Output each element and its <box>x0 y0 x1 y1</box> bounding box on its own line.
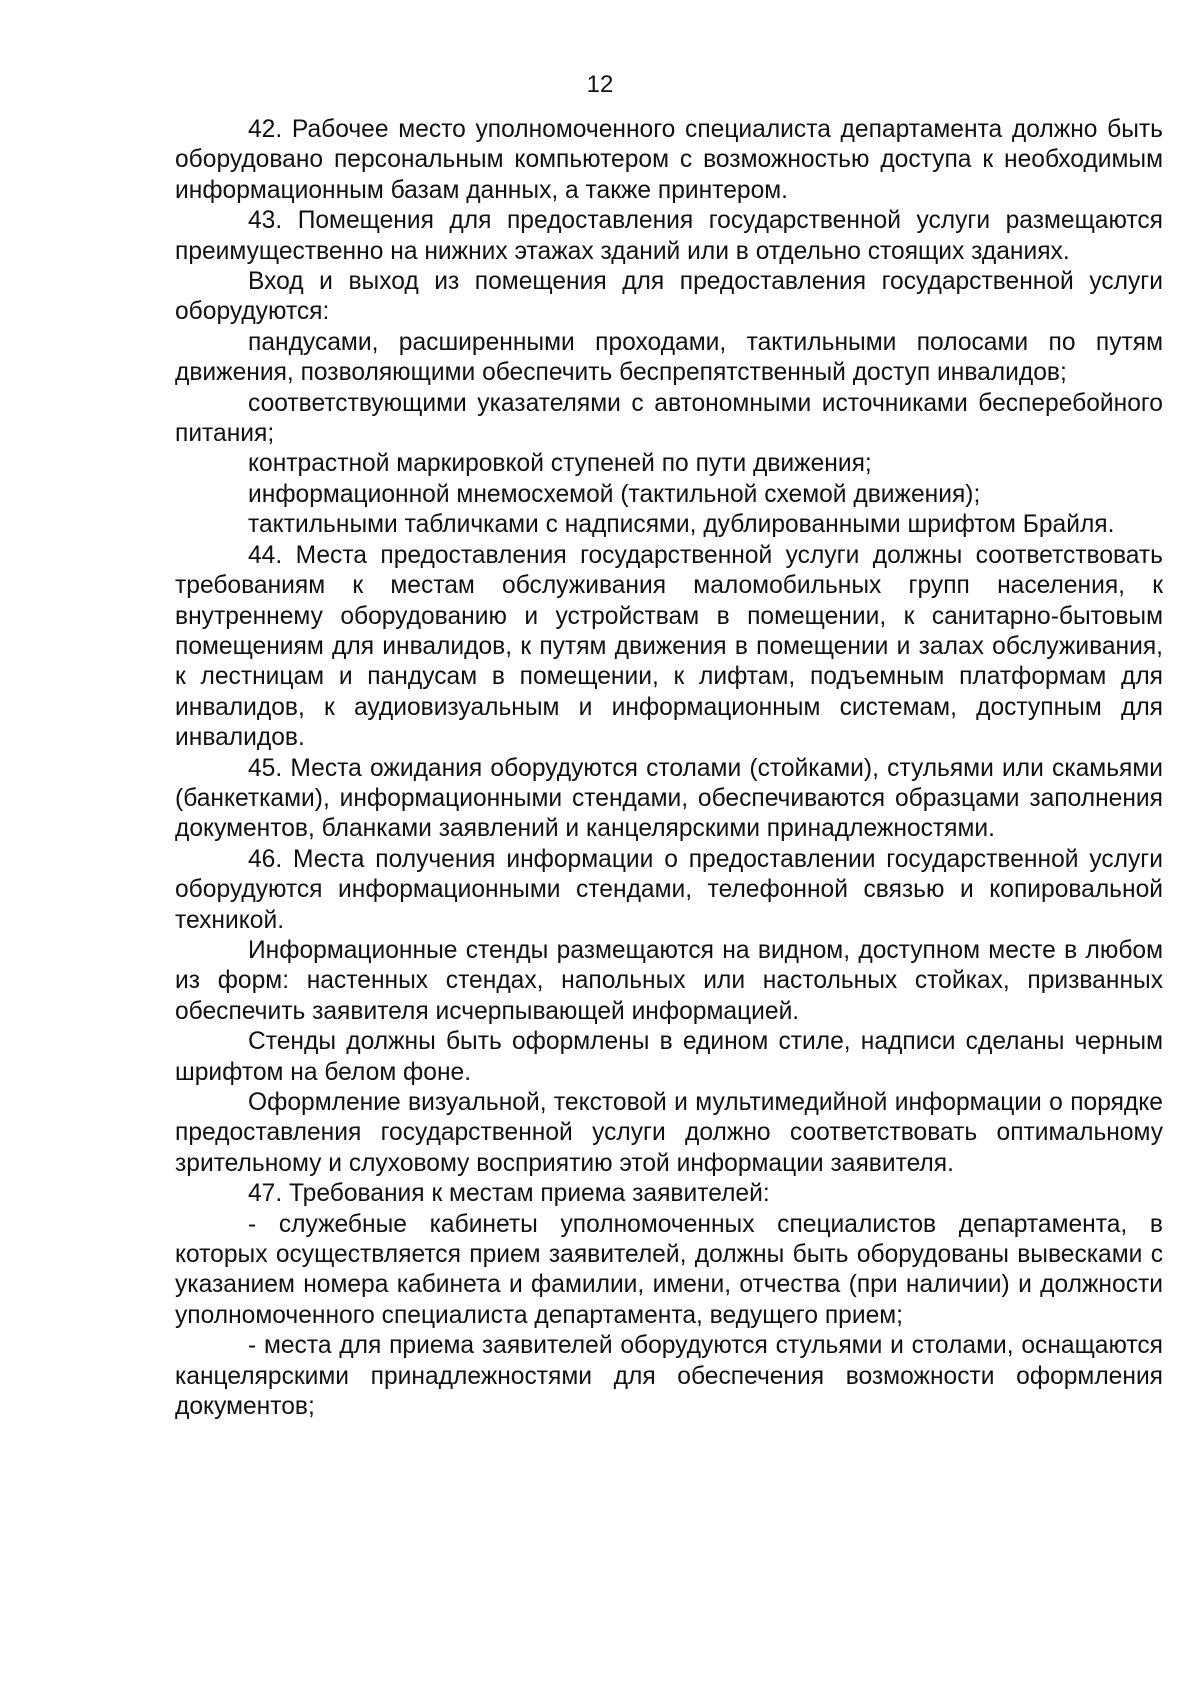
list-item-step-marking: контрастной маркировкой ступеней по пути движения; <box>248 450 872 478</box>
list-item-braille-plates: тактильными табличками с надписями, дублированными шрифтом Брайля. <box>248 511 1115 539</box>
paragraph-entrance: Вход и выход из помещения для предоставления государственной услуги оборудуются: <box>175 268 1163 326</box>
paragraph-46: 46. Места получения информации о предоставлении государственной услуги оборудуются информационными стендами, телефонной связью и копировальной техникой. <box>175 845 1163 934</box>
list-item-offices: - служебные кабинеты уполномоченных специалистов департамента, в которых осуществляется прием заявителей, должны быть оборудованы вывесками с указанием номера кабинета и фамилии, имени, отчества (при наличии) и должности уполномоченного специалиста департамента, ведущего прием; <box>175 1210 1163 1329</box>
document-body <box>175 115 1163 1422</box>
paragraph-stands-style: Стенды должны быть оформлены в едином стиле, надписи сделаны черным шрифтом на белом фоне. <box>175 1028 1163 1086</box>
paragraph-info-design: Оформление визуальной, текстовой и мультимедийной информации о порядке предоставления государственной услуги должно соответствовать оптимальному зрительному и слуховому восприятию этой информации заявителя. <box>175 1089 1163 1177</box>
list-item-mnemonic-scheme: информационной мнемосхемой (тактильной схемой движения); <box>248 480 981 508</box>
page-number: 12 <box>586 71 614 98</box>
list-item-reception-places: - места для приема заявителей оборудуются стульями и столами, оснащаются канцелярскими принадлежностями для обеспечения возможности оформления документов; <box>175 1332 1163 1421</box>
list-item-signs: соответствующими указателями с автономными источниками бесперебойного питания; <box>175 389 1163 448</box>
list-item-ramps: пандусами, расширенными проходами, тактильными полосами по путям движения, позволяющими обеспечить беспрепятственный доступ инвалидов; <box>175 328 1163 387</box>
paragraph-43: 43. Помещения для предоставления государственной услуги размещаются преимущественно на нижних этажах зданий или в отдельно стоящих зданиях. <box>175 207 1163 265</box>
paragraph-47: 47. Требования к местам приема заявителей: <box>248 1180 770 1208</box>
paragraph-44: 44. Места предоставления государственной услуги должны соответствовать требованиям к местам обслуживания маломобильных групп населения, к внутреннему оборудованию и устройствам в помещении, к санитарно-бытовым помещениям для инвалидов, к путям движения в помещении и залах обслуживания, к лестницам и пандусам в помещении, к лифтам, подъемным платформам для инвалидов, к аудиовизуальным и информационным системам, доступным для инвалидов. <box>175 541 1163 752</box>
paragraph-info-stands: Информационные стенды размещаются на видном, доступном месте в любом из форм: настенных стендах, напольных или настольных стойках, призванных обеспечить заявителя исчерпывающей информацией. <box>175 936 1163 1025</box>
paragraph-45: 45. Места ожидания оборудуются столами (стойками), стульями или скамьями (банкетками), информационными стендами, обеспечиваются образцами заполнения документов, бланками заявлений и канцелярскими принадлежностями. <box>175 754 1163 843</box>
paragraph-42: 42. Рабочее место уполномоченного специалиста департамента должно быть оборудовано персональным компьютером с возможностью доступа к необходимым информационным базам данных, а также принтером. <box>175 116 1163 204</box>
